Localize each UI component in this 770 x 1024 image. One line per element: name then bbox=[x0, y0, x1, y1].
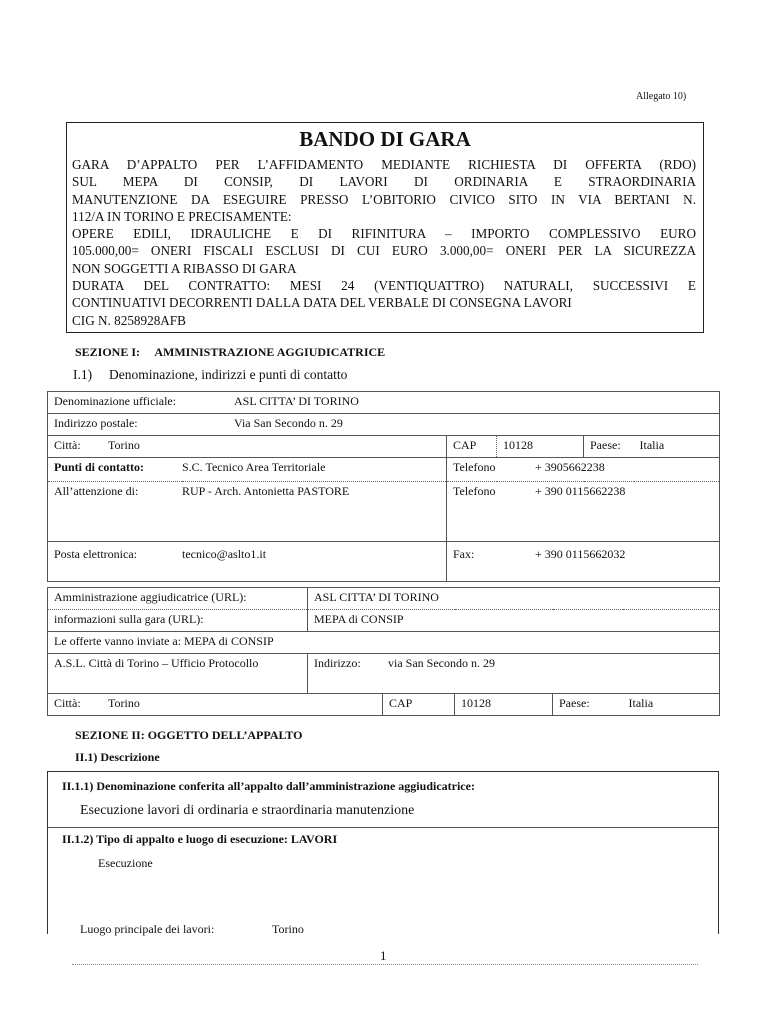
cap-value: 10128 bbox=[455, 694, 553, 716]
cap-label: CAP bbox=[383, 694, 455, 716]
address-cell bbox=[308, 654, 720, 694]
email-value[interactable]: tecnico@aslto1.it bbox=[182, 547, 267, 561]
phone-cell-2 bbox=[447, 482, 720, 542]
tender-line: MANUTENZIONE DA ESEGUIRE PRESSO L’OBITORIO CIVICO SITO IN VIA BERTANI N. bbox=[72, 191, 696, 207]
tender-line: CIG N. 8258928AFB bbox=[72, 312, 186, 328]
contact-point-cell bbox=[48, 458, 447, 482]
contact-point-value: S.C. Tecnico Area Territoriale bbox=[182, 460, 326, 474]
tender-info-url-label: informazioni sulla gara (URL): bbox=[48, 610, 308, 632]
tender-line: 112/A IN TORINO E PRECISAMENTE: bbox=[72, 208, 292, 224]
official-name-row bbox=[48, 392, 720, 414]
tender-line: GARA D’APPALTO PER L’AFFIDAMENTO MEDIANTE RICHIESTA DI OFFERTA (RDO) bbox=[72, 157, 696, 172]
annex-label: Allegato 10) bbox=[636, 91, 687, 102]
section-1-1-title: I.1) Denominazione, indirizzi e punti di contatto bbox=[73, 367, 348, 382]
attention-value: RUP - Arch. Antonietta PASTORE bbox=[182, 484, 350, 498]
attention-label: All’attenzione di: bbox=[54, 484, 139, 498]
tender-line: SUL MEPA DI CONSIP, DI LAVORI DI ORDINARIA E STRAORDINARIA bbox=[72, 174, 696, 190]
tender-line: CONTINUATIVI DECORRENTI DALLA DATA DEL VERBALE DI CONSEGNA LAVORI bbox=[72, 295, 572, 311]
phone-label: Telefono bbox=[453, 484, 496, 498]
tender-title: BANDO DI GARA bbox=[299, 127, 471, 151]
authority-url-label: Amministrazione aggiudicatrice (URL): bbox=[48, 588, 308, 610]
contract-name-value: Esecuzione lavori di ordinaria e straordinaria manutenzione bbox=[80, 803, 415, 818]
contact-table bbox=[47, 391, 720, 582]
footer-divider bbox=[72, 964, 698, 965]
city-cell-2 bbox=[48, 694, 383, 716]
phone-cell-1 bbox=[447, 458, 720, 482]
authority-url-value: ASL CITTA’ DI TORINO bbox=[308, 588, 720, 610]
postal-address-label: Indirizzo postale: bbox=[54, 416, 138, 430]
tender-info-url-value: MEPA di CONSIP bbox=[308, 610, 720, 632]
fax-value: + 390 0115662032 bbox=[535, 547, 626, 561]
phone-label: Telefono bbox=[453, 460, 496, 474]
page-number: 1 bbox=[380, 948, 387, 963]
offers-destination: Le offerte vanno inviate a: MEPA di CONSIP bbox=[48, 632, 720, 654]
cap-label: CAP bbox=[447, 436, 497, 458]
email-cell bbox=[48, 542, 447, 582]
contract-type-label: II.1.2) Tipo di appalto e luogo di esecuzione: LAVORI bbox=[62, 832, 338, 846]
works-location-cell bbox=[80, 922, 718, 937]
country-value: Italia bbox=[623, 694, 720, 716]
fax-cell bbox=[447, 542, 720, 582]
tender-header-box bbox=[66, 122, 704, 333]
works-location-label: Luogo principale dei lavori: bbox=[80, 922, 215, 936]
section-2-title: SEZIONE II: OGGETTO DELL’APPALTO bbox=[75, 728, 303, 742]
address-value: via San Secondo n. 29 bbox=[388, 656, 495, 670]
phone-value: + 390 0115662238 bbox=[535, 484, 626, 498]
country-label: Paese: bbox=[553, 694, 623, 716]
postal-address-value: Via San Secondo n. 29 bbox=[234, 416, 343, 430]
tender-line: OPERE EDILI, IDRAULICHE E DI RIFINITURA – IMPORTO COMPLESSIVO EURO bbox=[72, 226, 696, 242]
section-2-1-title: II.1) Descrizione bbox=[75, 750, 160, 764]
contracting-authority-table bbox=[47, 587, 720, 716]
city-value: Torino bbox=[108, 438, 140, 452]
address-label: Indirizzo: bbox=[314, 656, 361, 670]
tender-description bbox=[72, 156, 696, 329]
fax-label: Fax: bbox=[453, 547, 475, 561]
tender-line: NON SOGGETTI A RIBASSO DI GARA bbox=[72, 260, 297, 276]
cap-value: 10128 bbox=[497, 436, 584, 458]
city-value: Torino bbox=[108, 696, 140, 710]
works-location-value: Torino bbox=[272, 922, 304, 936]
section-1-title: SEZIONE I: AMMINISTRAZIONE AGGIUDICATRICE bbox=[75, 345, 386, 359]
phone-value: + 3905662238 bbox=[535, 460, 605, 474]
country-value: Italia bbox=[634, 436, 720, 458]
protocol-office: A.S.L. Città di Torino – Ufficio Protocollo bbox=[48, 654, 308, 694]
official-name-label: Denominazione ufficiale: bbox=[54, 394, 177, 408]
contract-name-label: II.1.1) Denominazione conferita all’appalto dall’amministrazione aggiudicatrice: bbox=[62, 779, 475, 793]
city-label: Città: bbox=[54, 438, 81, 452]
tender-line: 105.000,00= ONERI FISCALI ESCLUSI DI CUI EURO 3.000,00= ONERI PER LA SICUREZZA bbox=[72, 243, 696, 259]
city-cell bbox=[48, 436, 447, 458]
city-label: Città: bbox=[54, 696, 81, 710]
email-label: Posta elettronica: bbox=[54, 547, 137, 561]
postal-address-row bbox=[48, 414, 720, 436]
official-name-value: ASL CITTA’ DI TORINO bbox=[234, 394, 359, 408]
contract-type-value: Esecuzione bbox=[98, 856, 153, 870]
tender-line: DURATA DEL CONTRATTO: MESI 24 (VENTIQUATTRO) NATURALI, SUCCESSIVI E bbox=[72, 278, 696, 294]
country-label: Paese: bbox=[584, 436, 634, 458]
attention-cell bbox=[48, 482, 447, 542]
contact-point-label: Punti di contatto: bbox=[54, 460, 144, 474]
contract-description-box bbox=[47, 771, 719, 934]
